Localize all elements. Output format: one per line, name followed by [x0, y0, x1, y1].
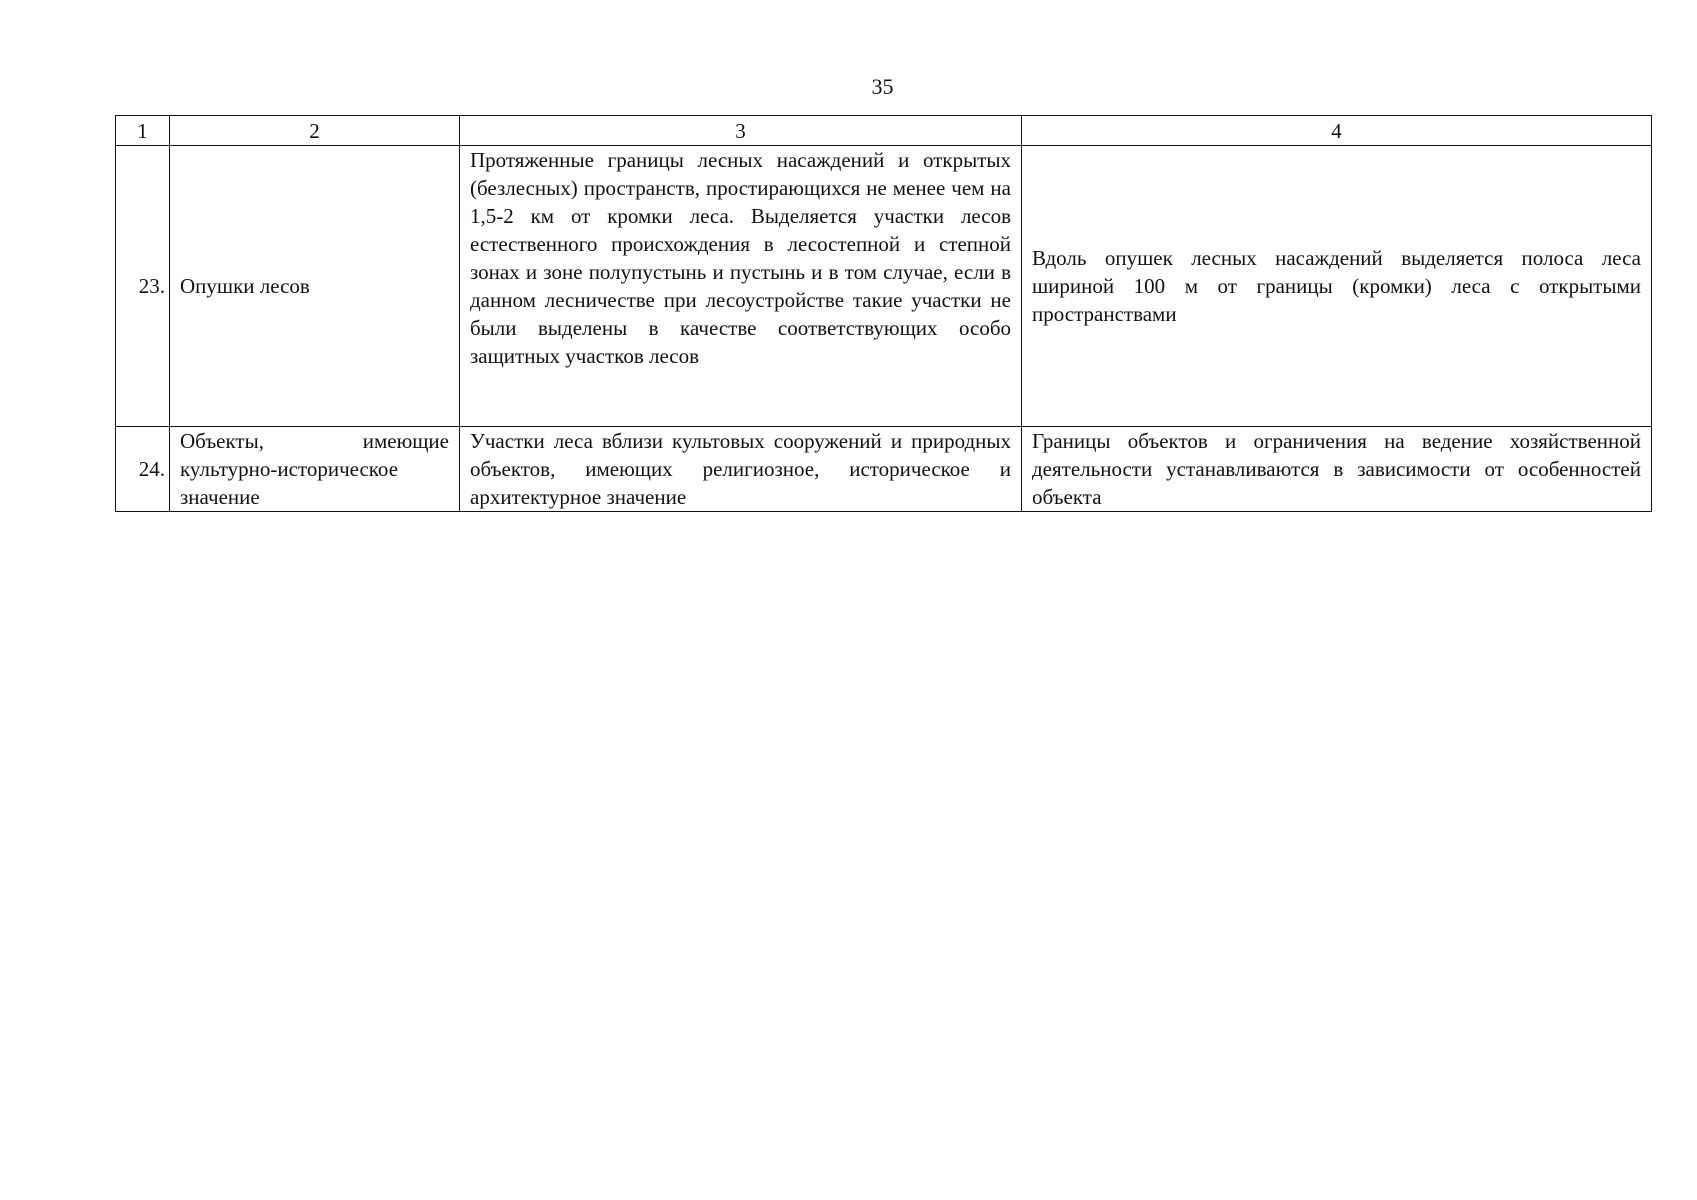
category-description: Участки леса вблизи культовых сооружений и природных объектов, имеющих религиозное, историческое и архитектурное значение — [460, 427, 1022, 512]
header-cell-3: 3 — [460, 116, 1022, 146]
table-row — [116, 427, 1652, 512]
header-cell-2: 2 — [170, 116, 460, 146]
category-name: Объекты, имеющие культурно-историческое значение — [170, 427, 460, 512]
row-number: 24. — [116, 427, 170, 512]
category-name: Опушки лесов — [170, 146, 460, 427]
category-description: Протяженные границы лесных насаждений и открытых (безлесных) пространств, простирающихся не менее чем на 1,5-2 км от кромки леса. Выделяется участки лесов естественного происхождения в лесостепной и степной зонах и зоне полупустынь и пустынь и в том случае, если в данном лесничестве при лесоустройстве такие участки не были выделены в качестве соответствующих особо защитных участков лесов — [460, 146, 1022, 427]
table-row — [116, 146, 1652, 427]
header-cell-4: 4 — [1022, 116, 1652, 146]
category-rule: Границы объектов и ограничения на ведение хозяйственной деятельности устанавливаются в зависимости от особенностей объекта — [1022, 427, 1652, 512]
zones-table — [115, 115, 1652, 512]
table-header-row — [116, 116, 1652, 146]
category-rule: Вдоль опушек лесных насаждений выделяется полоса леса шириной 100 м от границы (кромки) леса с открытыми пространствами — [1022, 146, 1652, 427]
header-cell-1: 1 — [116, 116, 170, 146]
row-number: 23. — [116, 146, 170, 427]
page-number: 35 — [871, 74, 894, 99]
